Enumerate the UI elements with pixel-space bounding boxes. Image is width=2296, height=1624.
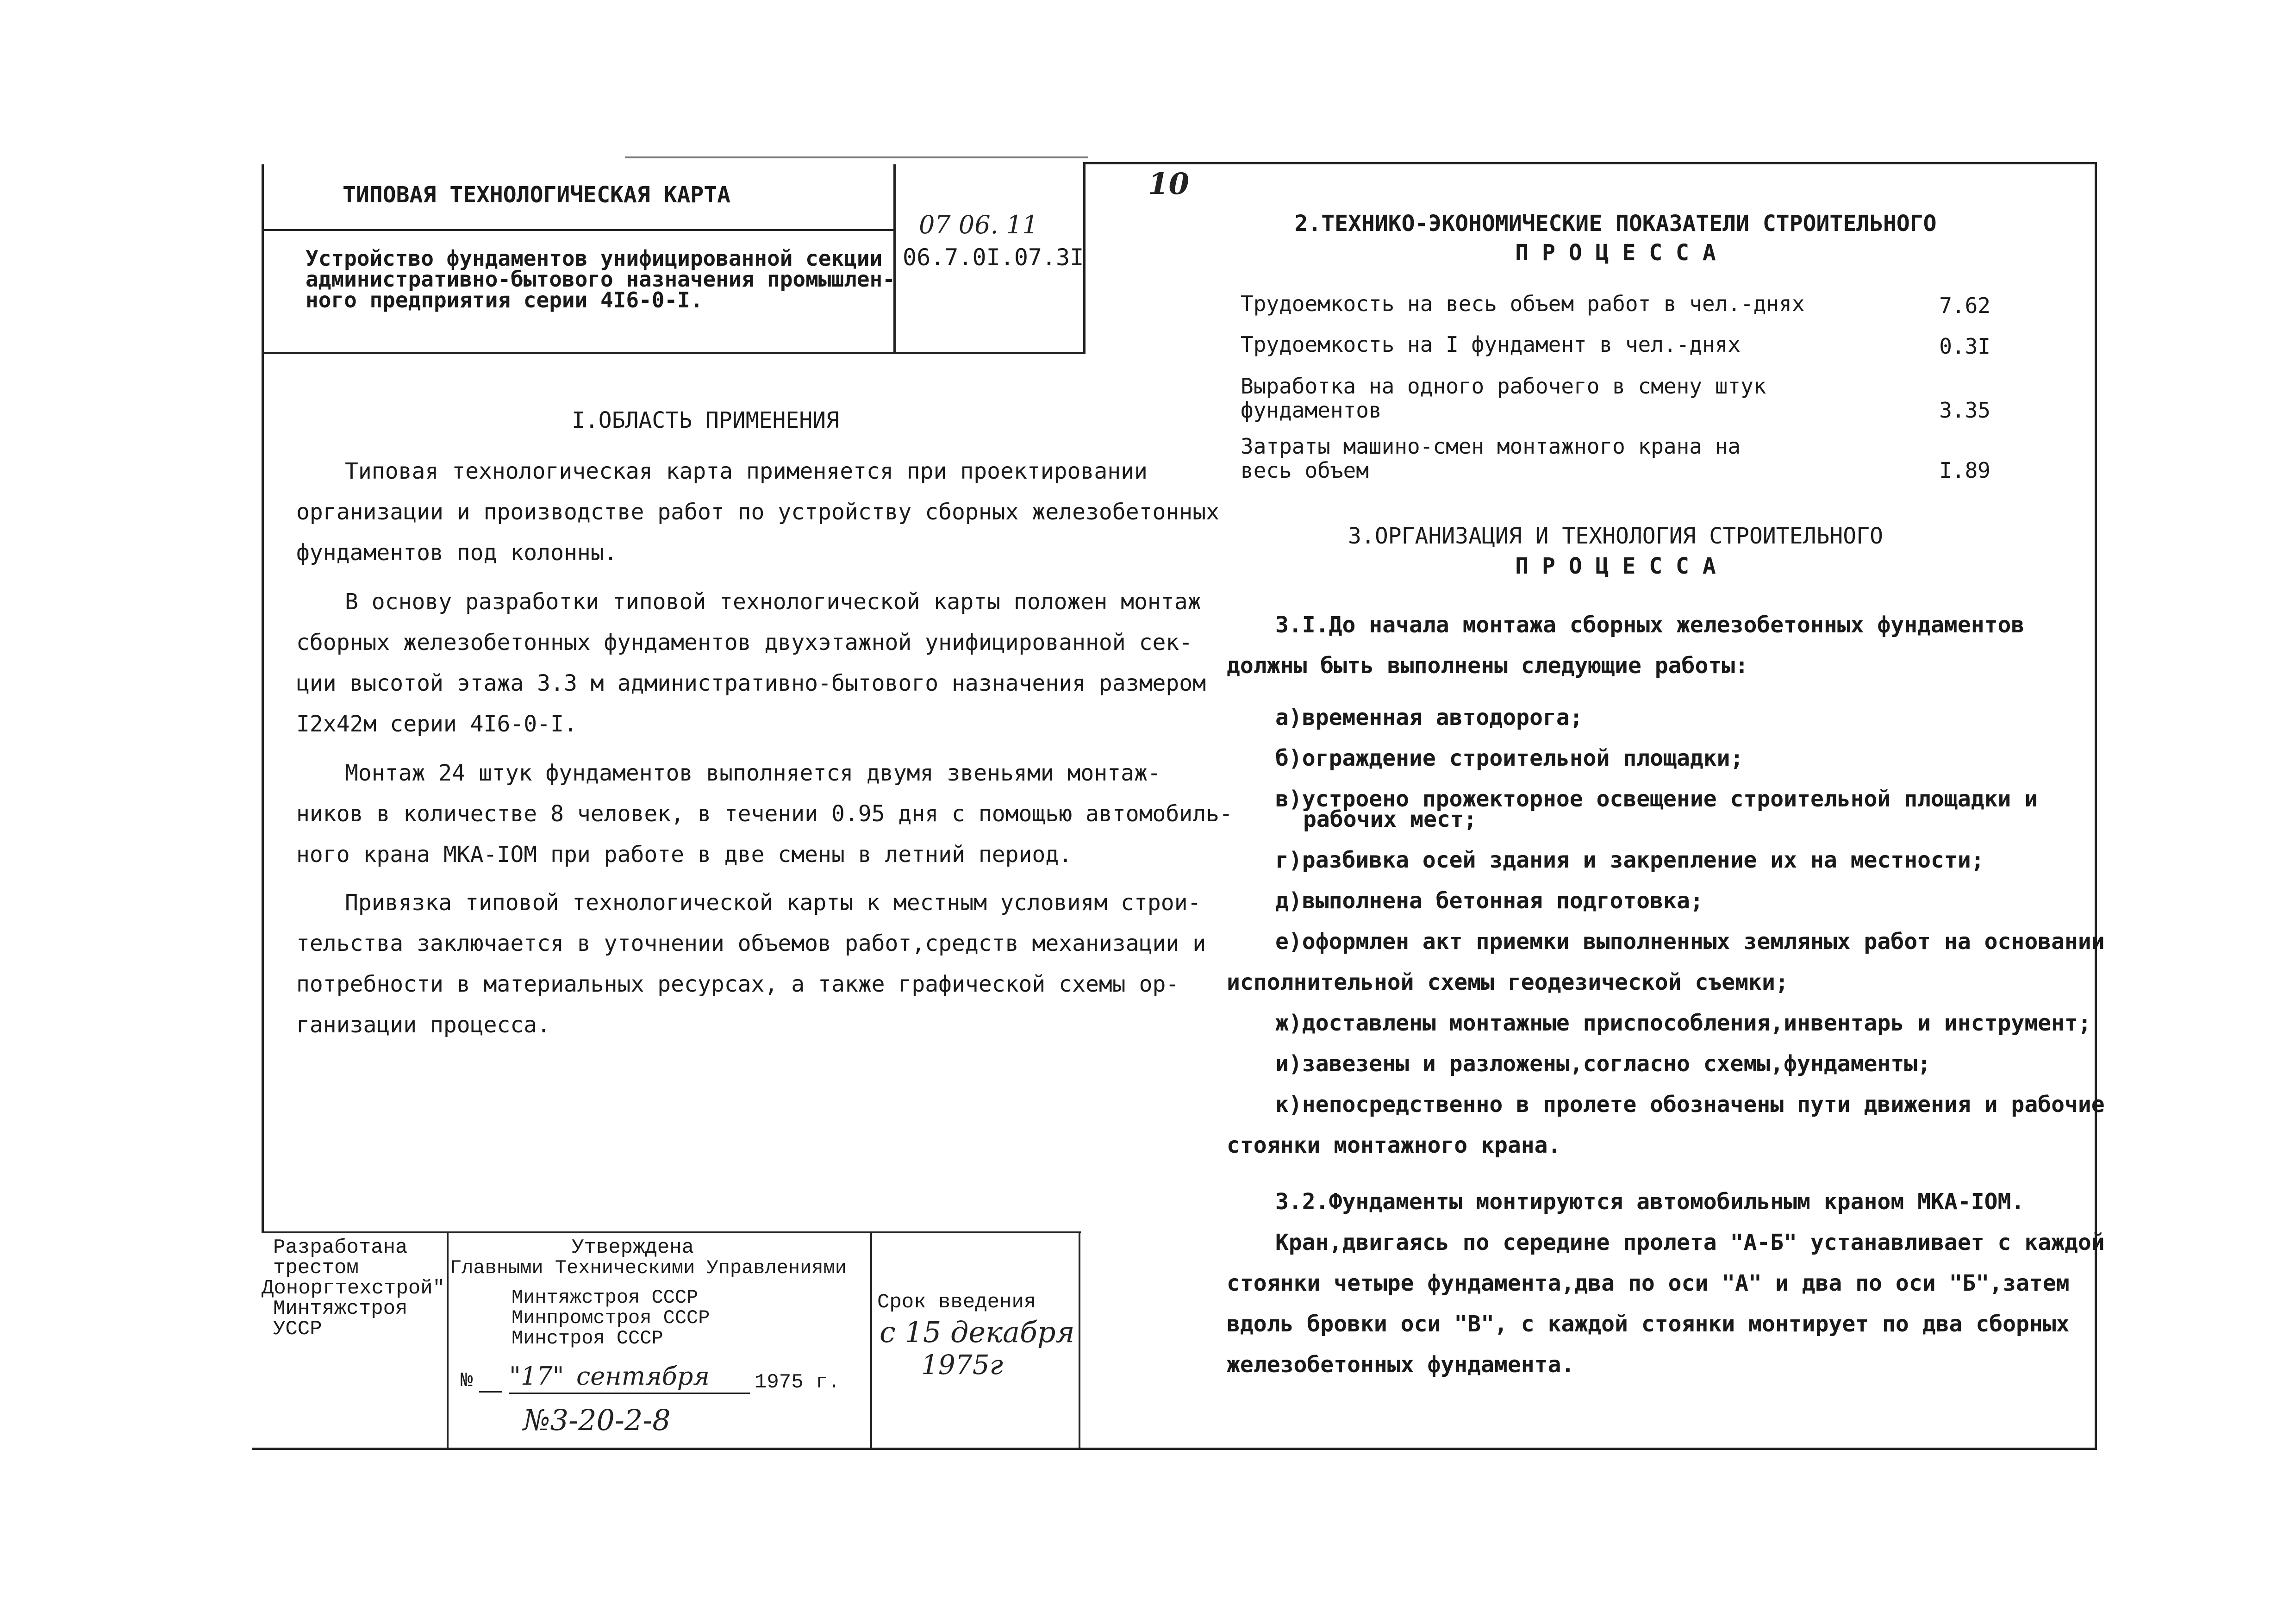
indicator-label: Затраты машино-смен монтажного крана на весь объем bbox=[1241, 434, 1741, 483]
section1-line-1: Типовая технологическая карта применяется при проектировании bbox=[345, 458, 1148, 484]
header-title-underline bbox=[262, 229, 896, 231]
header-frame-bottom bbox=[262, 352, 1086, 354]
developed-line-5: УССР bbox=[273, 1318, 322, 1341]
section1-line-2: организации и производстве работ по устройству сборных железобетонных bbox=[296, 499, 1219, 525]
indicator-row-1 bbox=[1241, 292, 1990, 318]
section2-heading-line-2: П Р О Ц Е С С А bbox=[1515, 240, 1716, 266]
crane-line-3: вдоль бровки оси "В", с каждой стоянки монтирует по два сборных bbox=[1227, 1311, 2070, 1337]
header-subtitle-line-2: административно-бытового назначения промышлен- bbox=[306, 267, 895, 292]
section3-heading-line-2: П Р О Ц Е С С А bbox=[1515, 553, 1716, 579]
section3-item-zh: ж)доставлены монтажные приспособления,инвентарь и инструмент; bbox=[1275, 1010, 2091, 1036]
section3-intro-line-2: должны быть выполнены следующие работы: bbox=[1227, 653, 1749, 679]
section3-intro-line-1: 3.I.До начала монтажа сборных железобетонных фундаментов bbox=[1275, 612, 2025, 638]
section3-item-k: к)непосредственно в пролете обозначены пути движения и рабочие bbox=[1275, 1092, 2105, 1118]
approved-line-1: Главными Техническими Управлениями bbox=[450, 1257, 847, 1279]
section3-item-d: д)выполнена бетонная подготовка; bbox=[1275, 888, 1703, 914]
term-date-line-1: с 15 декабря bbox=[880, 1315, 1075, 1349]
developed-line-4: Минтяжстроя bbox=[273, 1297, 408, 1320]
main-frame-right bbox=[2095, 162, 2097, 1450]
section1-line-13: потребности в материальных ресурсах, а также графической схемы ор- bbox=[296, 971, 1179, 997]
indicator-label: Трудоемкость на весь объем работ в чел.-днях bbox=[1241, 291, 1805, 316]
main-frame-bottom bbox=[252, 1448, 2097, 1450]
section1-line-4: В основу разработки типовой технологической карты положен монтаж bbox=[345, 589, 1201, 615]
section3-heading-line-1: 3.ОРГАНИЗАЦИЯ И ТЕХНОЛОГИЯ СТРОИТЕЛЬНОГО bbox=[1348, 523, 1883, 549]
header-handwritten-code: 07 06. 11 bbox=[919, 210, 1038, 239]
stamp-top bbox=[262, 1231, 1081, 1233]
indicator-row-4 bbox=[1241, 434, 1990, 482]
main-frame-top bbox=[1083, 162, 2097, 164]
section1-line-8: Монтаж 24 штук фундаментов выполняется двумя звеньями монтаж- bbox=[345, 760, 1161, 786]
section3-item-k-cont: стоянки монтажного крана. bbox=[1227, 1132, 1561, 1158]
section3-item-v: в)устроено прожекторное освещение строительной площадки и bbox=[1275, 786, 2038, 812]
section1-line-3: фундаментов под колонны. bbox=[296, 540, 618, 566]
section1-line-7: I2х42м серии 4I6-0-I. bbox=[296, 711, 577, 737]
section3-p32: 3.2.Фундаменты монтируются автомобильным краном МКА-IОМ. bbox=[1275, 1189, 2025, 1215]
section1-line-14: ганизации процесса. bbox=[296, 1012, 551, 1038]
header-subtitle-line-1: Устройство фундаментов унифицированной секции bbox=[306, 246, 883, 271]
approval-date-year: 1975 г. bbox=[755, 1371, 840, 1394]
approval-no-underline bbox=[479, 1391, 502, 1393]
section3-item-b: б)ограждение строительной площадки; bbox=[1275, 745, 1744, 771]
developed-line-2: трестом bbox=[273, 1256, 359, 1280]
indicator-label: Трудоемкость на I фундамент в чел.-днях bbox=[1241, 332, 1741, 357]
section3-item-a: а)временная автодорога; bbox=[1275, 705, 1583, 731]
section1-line-9: ников в количестве 8 человек, в течении 0.95 дня с помощью автомобиль- bbox=[296, 801, 1233, 827]
section3-item-e-cont: исполнительной схемы геодезической съемки; bbox=[1227, 969, 1789, 995]
term-date-line-2: 1975г bbox=[921, 1349, 1003, 1380]
section1-line-11: Привязка типовой технологической карты к местным условиям строи- bbox=[345, 890, 1201, 916]
developed-line-1: Разработана bbox=[273, 1236, 408, 1259]
stamp-right bbox=[1079, 1231, 1080, 1449]
section1-line-12: тельства заключается в уточнении объемов работ,средств механизации и bbox=[296, 931, 1206, 956]
approval-date-month: сентября bbox=[576, 1362, 710, 1391]
header-divider-vertical bbox=[893, 164, 896, 354]
indicator-label: Выработка на одного рабочего в смену штук фундаментов bbox=[1241, 374, 1766, 423]
header-code: 06.7.0I.07.3I bbox=[903, 244, 1084, 271]
approved-line-3: Минпромстроя СССР bbox=[512, 1307, 710, 1329]
indicator-row-3 bbox=[1241, 374, 1990, 422]
section2-heading-line-1: 2.ТЕХНИКО-ЭКОНОМИЧЕСКИЕ ПОКАЗАТЕЛИ СТРОИТЕЛЬНОГО bbox=[1294, 211, 1937, 237]
approved-line-2: Минтяжстроя СССР bbox=[512, 1287, 699, 1309]
section3-item-v-cont: рабочих мест; bbox=[1303, 806, 1477, 832]
approval-date-day: "17" bbox=[509, 1362, 564, 1391]
approved-line-4: Минстроя СССР bbox=[512, 1327, 663, 1349]
rule-top-short bbox=[625, 156, 1088, 158]
header-title: ТИПОВАЯ ТЕХНОЛОГИЧЕСКАЯ КАРТА bbox=[343, 182, 731, 208]
page-number: 10 bbox=[1148, 167, 1190, 201]
section1-line-6: ции высотой этажа 3.3 м административно-бытового назначения размером bbox=[296, 670, 1206, 696]
approval-date-underline bbox=[509, 1393, 750, 1394]
stamp-divider-2 bbox=[870, 1231, 872, 1449]
section3-item-i: и)завезены и разложены,согласно схемы,фундаменты; bbox=[1275, 1051, 1931, 1077]
term-label: Срок введения bbox=[877, 1291, 1036, 1314]
header-frame-left bbox=[262, 164, 264, 354]
approval-doc-number: №3-20-2-8 bbox=[523, 1403, 671, 1437]
indicator-value: I.89 bbox=[1939, 458, 1990, 483]
indicator-value: 0.3I bbox=[1939, 334, 1990, 359]
indicator-row-2 bbox=[1241, 332, 1990, 358]
main-frame-left bbox=[262, 352, 264, 1231]
approval-no-label: № bbox=[461, 1369, 473, 1393]
section3-item-g: г)разбивка осей здания и закрепление их на местности; bbox=[1275, 847, 1984, 873]
crane-line-4: железобетонных фундамента. bbox=[1227, 1352, 1575, 1378]
developed-line-3: Доноргтехстрой" bbox=[262, 1277, 445, 1300]
approved-title: Утверждена bbox=[572, 1236, 694, 1259]
section1-line-5: сборных железобетонных фундаментов двухэтажной унифицированной сек- bbox=[296, 630, 1193, 656]
stamp-divider-1 bbox=[447, 1231, 449, 1449]
indicator-value: 3.35 bbox=[1939, 398, 1990, 423]
section1-line-10: ного крана МКА-IОМ при работе в две смены в летний период. bbox=[296, 842, 1073, 868]
section1-heading: I.ОБЛАСТЬ ПРИМЕНЕНИЯ bbox=[572, 407, 839, 433]
indicator-value: 7.62 bbox=[1939, 293, 1990, 318]
header-subtitle-line-3: ного предприятия серии 4I6-0-I. bbox=[306, 287, 703, 312]
crane-line-1: Кран,двигаясь по середине пролета "А-Б" устанавливает с каждой bbox=[1275, 1230, 2105, 1255]
section3-item-e: е)оформлен акт приемки выполненных земляных работ на основании bbox=[1275, 929, 2105, 955]
crane-line-2: стоянки четыре фундамента,два по оси "А" и два по оси "Б",затем bbox=[1227, 1270, 2070, 1296]
